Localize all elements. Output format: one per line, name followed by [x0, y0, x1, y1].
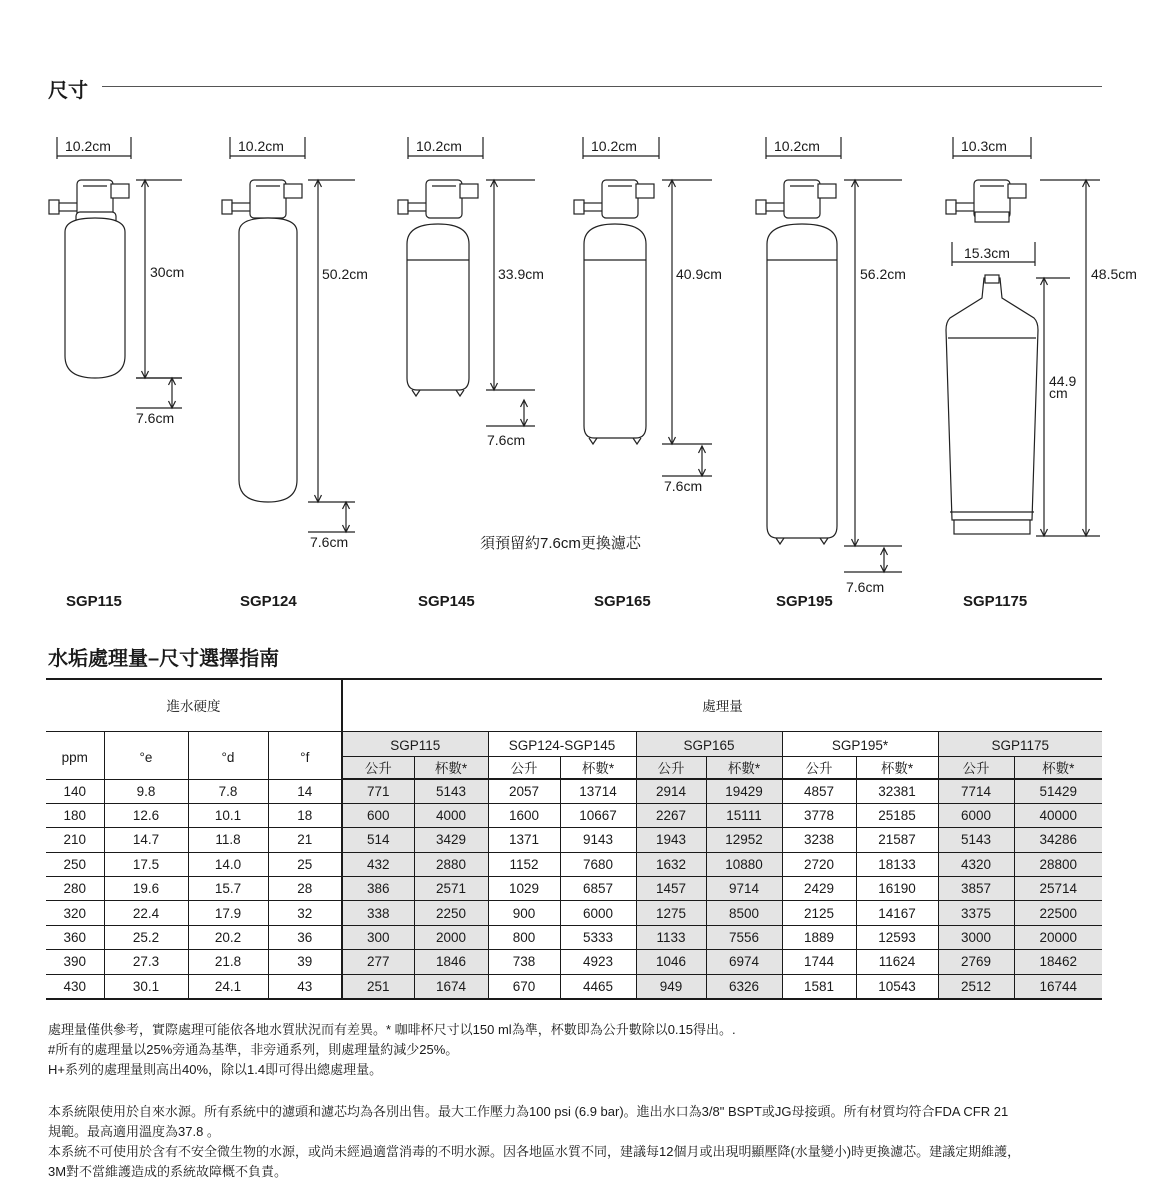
filter-housing — [584, 224, 646, 438]
table-cell: 430 — [46, 974, 104, 998]
table-cell: 1133 — [636, 925, 706, 949]
inlet-pipe — [956, 203, 976, 211]
table-cell: 24.1 — [188, 974, 268, 998]
note-line: 3M對不當維護造成的系統故障概不負責。 — [48, 1164, 288, 1179]
sub-cups: 杯數* — [706, 756, 782, 779]
table-cell: 7714 — [938, 779, 1014, 803]
table-cell: 6000 — [938, 803, 1014, 827]
unit-ppm: ppm — [46, 731, 104, 779]
table-cell: 32 — [268, 901, 342, 925]
table-cell: 4923 — [560, 950, 636, 974]
table-cell: 3000 — [938, 925, 1014, 949]
table-cell: 1943 — [636, 828, 706, 852]
filter-cartridge — [65, 218, 125, 378]
inlet-port — [574, 200, 584, 214]
table-cell: 2250 — [414, 901, 488, 925]
table-cell: 210 — [46, 828, 104, 852]
table-cell: 6857 — [560, 877, 636, 901]
table-cell: 10543 — [856, 974, 938, 998]
cartridge-height-label: 44.9 — [1049, 373, 1077, 389]
table-cell: 738 — [488, 950, 560, 974]
table-cell: 300 — [342, 925, 414, 949]
table-cell: 17.9 — [188, 901, 268, 925]
table-cell: 6326 — [706, 974, 782, 998]
height-label: 30cm — [150, 264, 185, 280]
cartridge-cap — [985, 275, 999, 283]
table-cell: 14.0 — [188, 852, 268, 876]
note-line: #所有的處理量以25%旁通為基準，非旁通系列，則處理量約減少25%。 — [48, 1042, 459, 1057]
table-cell: 250 — [46, 852, 104, 876]
inlet-pipe — [766, 203, 786, 211]
outlet-port — [636, 184, 654, 198]
table-cell: 8500 — [706, 901, 782, 925]
table-cell: 18 — [268, 803, 342, 827]
guide-title: 水垢處理量–尺寸選擇指南 — [48, 648, 280, 670]
inlet-pipe — [59, 203, 79, 211]
note-line: 本系統不可使用於含有不安全微生物的水源，或尚未經過適當消毒的不明水源。因各地區水質不同，建議每12個月或出現明顯壓降(水量變小)時更換濾芯。建議定期維護， — [48, 1144, 1021, 1159]
sub-liters: 公升 — [342, 756, 414, 779]
table-cell: 251 — [342, 974, 414, 998]
table-cell: 277 — [342, 950, 414, 974]
table-cell: 25714 — [1014, 877, 1102, 901]
table-cell: 1674 — [414, 974, 488, 998]
model-sgp115: SGP115 — [342, 731, 488, 756]
width-label: 10.2cm — [591, 138, 637, 154]
table-cell: 280 — [46, 877, 104, 901]
table-cell: 15.7 — [188, 877, 268, 901]
table-cell: 10880 — [706, 852, 782, 876]
table-cell: 22500 — [1014, 901, 1102, 925]
table-cell: 2125 — [782, 901, 856, 925]
table-cell: 2429 — [782, 877, 856, 901]
filter-cartridge — [946, 278, 1038, 520]
table-cell: 432 — [342, 852, 414, 876]
table-cell: 27.3 — [104, 950, 188, 974]
table-cell: 21.8 — [188, 950, 268, 974]
table-cell: 338 — [342, 901, 414, 925]
inlet-pipe — [232, 203, 252, 211]
table-cell: 180 — [46, 803, 104, 827]
table-cell: 25.2 — [104, 925, 188, 949]
table-cell: 7556 — [706, 925, 782, 949]
replacement-clearance-note: 須預留約7.6cm更換濾芯 — [480, 535, 641, 552]
table-cell: 51429 — [1014, 779, 1102, 803]
table-row — [46, 877, 1102, 901]
width-label: 10.2cm — [774, 138, 820, 154]
table-cell: 6000 — [560, 901, 636, 925]
sub-liters: 公升 — [488, 756, 560, 779]
unit-e: °e — [104, 731, 188, 779]
width-label: 10.2cm — [416, 138, 462, 154]
table-cell: 800 — [488, 925, 560, 949]
table-cell: 3375 — [938, 901, 1014, 925]
housing-foot — [776, 538, 784, 544]
table-cell: 13714 — [560, 779, 636, 803]
inlet-pipe — [408, 203, 428, 211]
model-sgp165: SGP165 — [636, 731, 782, 756]
table-cell: 1457 — [636, 877, 706, 901]
product-name: SGP124 — [240, 593, 297, 610]
note-line: H+系列的處理量則高出40%，除以1.4即可得出總處理量。 — [48, 1062, 383, 1077]
table-row — [46, 828, 1102, 852]
table-cell: 2000 — [414, 925, 488, 949]
table-cell: 11624 — [856, 950, 938, 974]
table-cell: 390 — [46, 950, 104, 974]
product-name: SGP115 — [66, 593, 122, 610]
table-cell: 18462 — [1014, 950, 1102, 974]
inlet-port — [946, 200, 956, 214]
table-cell: 514 — [342, 828, 414, 852]
table-cell: 11.8 — [188, 828, 268, 852]
sub-liters: 公升 — [636, 756, 706, 779]
table-row — [46, 803, 1102, 827]
table-cell: 21587 — [856, 828, 938, 852]
notes-block-2 — [48, 1102, 1020, 1182]
table-cell: 3238 — [782, 828, 856, 852]
table-cell: 320 — [46, 901, 104, 925]
table-cell: 30.1 — [104, 974, 188, 998]
capacity-table — [46, 678, 1102, 1000]
table-cell: 14167 — [856, 901, 938, 925]
capacity-header: 處理量 — [342, 679, 1102, 731]
product-name: SGP165 — [594, 593, 651, 610]
table-cell: 19.6 — [104, 877, 188, 901]
table-cell: 2769 — [938, 950, 1014, 974]
table-cell: 5143 — [938, 828, 1014, 852]
table-cell: 1371 — [488, 828, 560, 852]
outlet-port — [284, 184, 302, 198]
table-cell: 28 — [268, 877, 342, 901]
outlet-port — [460, 184, 478, 198]
housing-foot — [412, 390, 420, 396]
table-cell: 360 — [46, 925, 104, 949]
height-label: 56.2cm — [860, 266, 906, 282]
sub-cups: 杯數* — [414, 756, 488, 779]
table-cell: 1632 — [636, 852, 706, 876]
outlet-port — [111, 184, 129, 198]
note-line: 處理量僅供參考，實際處理可能依各地水質狀況而有差異。* 咖啡杯尺寸以150 ml為準，杯數即為公升數除以0.15得出。. — [48, 1022, 736, 1037]
width-label: 10.2cm — [238, 138, 284, 154]
table-cell: 900 — [488, 901, 560, 925]
sub-cups: 杯數* — [560, 756, 636, 779]
table-cell: 1581 — [782, 974, 856, 998]
cartridge-base — [954, 520, 1030, 534]
table-cell: 4000 — [414, 803, 488, 827]
table-cell: 1275 — [636, 901, 706, 925]
table-cell: 34286 — [1014, 828, 1102, 852]
notes-block-1 — [48, 1020, 736, 1080]
table-cell: 2571 — [414, 877, 488, 901]
table-cell: 1744 — [782, 950, 856, 974]
table-row — [46, 852, 1102, 876]
unit-d: °d — [188, 731, 268, 779]
table-cell: 7.8 — [188, 779, 268, 803]
table-cell: 14.7 — [104, 828, 188, 852]
sub-cups: 杯數* — [1014, 756, 1102, 779]
product-name: SGP195 — [776, 593, 833, 610]
table-cell: 5143 — [414, 779, 488, 803]
table-cell: 20.2 — [188, 925, 268, 949]
table-cell: 670 — [488, 974, 560, 998]
table-cell: 4465 — [560, 974, 636, 998]
table-cell: 18133 — [856, 852, 938, 876]
table-cell: 12593 — [856, 925, 938, 949]
table-cell: 1029 — [488, 877, 560, 901]
table-row — [46, 974, 1102, 998]
height-label: 40.9cm — [676, 266, 722, 282]
table-cell: 4857 — [782, 779, 856, 803]
clearance-label: 7.6cm — [664, 478, 703, 494]
table-cell: 2057 — [488, 779, 560, 803]
table-cell: 43 — [268, 974, 342, 998]
table-cell: 1046 — [636, 950, 706, 974]
clearance-label: 7.6cm — [487, 432, 526, 448]
model-sgp195: SGP195* — [782, 731, 938, 756]
model-sgp124-145: SGP124-SGP145 — [488, 731, 636, 756]
height-label: 48.5cm — [1091, 266, 1137, 282]
table-cell: 949 — [636, 974, 706, 998]
table-cell: 16744 — [1014, 974, 1102, 998]
inlet-port — [756, 200, 766, 214]
table-cell: 9.8 — [104, 779, 188, 803]
table-cell: 39 — [268, 950, 342, 974]
clearance-label: 7.6cm — [310, 534, 349, 550]
note-line: 規範。最高適用溫度為37.8 。 — [48, 1124, 220, 1139]
sub-liters: 公升 — [782, 756, 856, 779]
outlet-port — [818, 184, 836, 198]
table-cell: 1600 — [488, 803, 560, 827]
table-cell: 5333 — [560, 925, 636, 949]
table-row — [46, 925, 1102, 949]
table-cell: 7680 — [560, 852, 636, 876]
table-cell: 386 — [342, 877, 414, 901]
table-cell: 12952 — [706, 828, 782, 852]
width-label: 10.2cm — [65, 138, 111, 154]
clearance-label: 7.6cm — [846, 579, 885, 595]
table-cell: 9143 — [560, 828, 636, 852]
model-sgp1175: SGP1175 — [938, 731, 1102, 756]
table-cell: 40000 — [1014, 803, 1102, 827]
table-cell: 6974 — [706, 950, 782, 974]
inlet-port — [222, 200, 232, 214]
sub-cups: 杯數* — [856, 756, 938, 779]
table-cell: 10667 — [560, 803, 636, 827]
housing-foot — [820, 538, 828, 544]
table-cell: 2512 — [938, 974, 1014, 998]
table-cell: 20000 — [1014, 925, 1102, 949]
height-label: 33.9cm — [498, 266, 544, 282]
cartridge-width-label: 15.3cm — [964, 245, 1010, 261]
table-cell: 9714 — [706, 877, 782, 901]
table-cell: 1846 — [414, 950, 488, 974]
head-collar — [975, 212, 1009, 222]
table-cell: 25 — [268, 852, 342, 876]
table-cell: 1152 — [488, 852, 560, 876]
product-name: SGP145 — [418, 593, 475, 610]
clearance-label: 7.6cm — [136, 410, 175, 426]
table-cell: 14 — [268, 779, 342, 803]
table-cell: 3429 — [414, 828, 488, 852]
height-label: 50.2cm — [322, 266, 368, 282]
table-cell: 2914 — [636, 779, 706, 803]
table-cell: 19429 — [706, 779, 782, 803]
table-cell: 17.5 — [104, 852, 188, 876]
product-name: SGP1175 — [963, 593, 1028, 610]
table-cell: 771 — [342, 779, 414, 803]
table-cell: 140 — [46, 779, 104, 803]
outlet-port — [1008, 184, 1026, 198]
dimensions-diagram — [0, 120, 1170, 620]
table-cell: 3778 — [782, 803, 856, 827]
inlet-port — [398, 200, 408, 214]
table-cell: 4320 — [938, 852, 1014, 876]
dimensions-title: 尺寸 — [48, 80, 88, 102]
width-label: 10.3cm — [961, 138, 1007, 154]
table-cell: 16190 — [856, 877, 938, 901]
table-cell: 36 — [268, 925, 342, 949]
housing-foot — [589, 438, 597, 444]
table-cell: 21 — [268, 828, 342, 852]
table-cell: 25185 — [856, 803, 938, 827]
table-row — [46, 950, 1102, 974]
inlet-pipe — [584, 203, 604, 211]
housing-foot — [456, 390, 464, 396]
housing-foot — [633, 438, 641, 444]
table-row — [46, 779, 1102, 803]
table-cell: 600 — [342, 803, 414, 827]
table-cell: 12.6 — [104, 803, 188, 827]
inlet-port — [49, 200, 59, 214]
table-cell: 3857 — [938, 877, 1014, 901]
unit-f: °f — [268, 731, 342, 779]
cartridge-height-unit: cm — [1049, 385, 1068, 401]
sub-liters: 公升 — [938, 756, 1014, 779]
note-line: 本系統限使用於自來水源。所有系統中的濾頭和濾芯均為各別出售。最大工作壓力為100 psi (6.9 bar)。進出水口為3/8" BSPT或JG母接頭。所有材質均符合FDA CFR 21 — [48, 1104, 1009, 1119]
filter-cartridge — [239, 218, 297, 502]
filter-housing — [407, 224, 469, 390]
table-cell: 10.1 — [188, 803, 268, 827]
inlet-hardness-header: 進水硬度 — [46, 679, 342, 731]
table-cell: 1889 — [782, 925, 856, 949]
table-cell: 32381 — [856, 779, 938, 803]
table-row — [46, 901, 1102, 925]
table-cell: 15111 — [706, 803, 782, 827]
table-cell: 2720 — [782, 852, 856, 876]
table-cell: 22.4 — [104, 901, 188, 925]
table-cell: 2267 — [636, 803, 706, 827]
title-divider — [102, 86, 1102, 87]
filter-housing — [767, 224, 837, 538]
table-cell: 28800 — [1014, 852, 1102, 876]
table-cell: 2880 — [414, 852, 488, 876]
